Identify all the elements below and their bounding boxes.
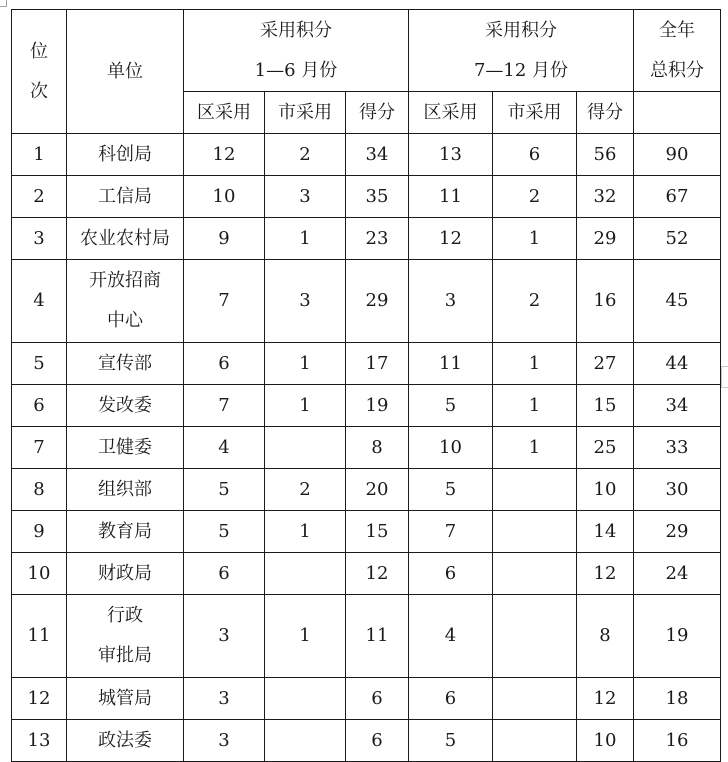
subheader-score-2: 得分 xyxy=(577,92,634,134)
cell-city-1 xyxy=(265,720,346,762)
cell-district-2: 13 xyxy=(409,134,493,176)
cell-city-1: 2 xyxy=(265,469,346,511)
cell-district-2: 6 xyxy=(409,553,493,595)
cell-score-2: 25 xyxy=(577,427,634,469)
unit-name-line: 宣传部 xyxy=(98,352,152,374)
cell-city-1: 1 xyxy=(265,595,346,678)
cell-city-1: 1 xyxy=(265,343,346,385)
cell-district-2: 4 xyxy=(409,595,493,678)
table-row xyxy=(12,511,721,553)
unit-name-line: 组织部 xyxy=(98,478,152,500)
cell-district-1: 6 xyxy=(184,553,265,595)
unit-name-line: 审批局 xyxy=(98,645,152,666)
cell-district-1: 3 xyxy=(184,720,265,762)
unit-name-line: 行政 xyxy=(107,605,143,626)
cell-annual-total: 24 xyxy=(634,553,721,595)
cell-annual-total: 45 xyxy=(634,260,721,343)
subheader-district-2: 区采用 xyxy=(409,92,493,134)
cell-annual-total: 30 xyxy=(634,469,721,511)
cell-district-2: 5 xyxy=(409,469,493,511)
cell-district-2: 5 xyxy=(409,385,493,427)
cell-city-1: 3 xyxy=(265,260,346,343)
unit-name-line: 科创局 xyxy=(98,143,152,165)
cell-district-1: 7 xyxy=(184,260,265,343)
cell-city-1: 3 xyxy=(265,176,346,218)
table-row xyxy=(12,343,721,385)
cell-rank: 6 xyxy=(12,385,67,427)
cell-rank: 9 xyxy=(12,511,67,553)
cell-city-1: 1 xyxy=(265,218,346,260)
unit-name-line: 工信局 xyxy=(98,185,152,207)
subheader-city-2: 市采用 xyxy=(493,92,577,134)
cell-score-1: 17 xyxy=(346,343,409,385)
cell-city-2: 2 xyxy=(493,260,577,343)
header-annual-total: 全年 总积分 xyxy=(634,10,721,92)
cell-city-2 xyxy=(493,720,577,762)
header-rank: 位 次 xyxy=(12,10,67,134)
cell-unit xyxy=(67,469,184,511)
unit-name-line: 发改委 xyxy=(98,394,152,416)
cell-unit xyxy=(67,176,184,218)
cell-unit xyxy=(67,218,184,260)
cell-city-2: 1 xyxy=(493,427,577,469)
cell-score-2: 15 xyxy=(577,385,634,427)
table-row xyxy=(12,469,721,511)
cell-city-2: 1 xyxy=(493,218,577,260)
cell-rank: 4 xyxy=(12,260,67,343)
cell-city-1 xyxy=(265,553,346,595)
cell-city-2 xyxy=(493,469,577,511)
cell-district-1: 12 xyxy=(184,134,265,176)
cell-rank: 5 xyxy=(12,343,67,385)
cell-score-1: 20 xyxy=(346,469,409,511)
cell-unit xyxy=(67,260,184,343)
unit-name-line: 中心 xyxy=(107,310,143,331)
cell-score-1: 6 xyxy=(346,678,409,720)
cell-score-2: 56 xyxy=(577,134,634,176)
table-row xyxy=(12,595,721,678)
cell-district-2: 7 xyxy=(409,511,493,553)
cell-unit xyxy=(67,385,184,427)
cell-rank: 2 xyxy=(12,176,67,218)
cell-city-1 xyxy=(265,678,346,720)
table-row xyxy=(12,134,721,176)
table-row xyxy=(12,720,721,762)
subheader-district-1: 区采用 xyxy=(184,92,265,134)
cell-score-1: 8 xyxy=(346,427,409,469)
cell-city-1: 1 xyxy=(265,385,346,427)
cell-district-1: 4 xyxy=(184,427,265,469)
table-row xyxy=(12,385,721,427)
cell-score-2: 12 xyxy=(577,678,634,720)
cell-city-2 xyxy=(493,678,577,720)
cell-annual-total: 52 xyxy=(634,218,721,260)
cell-city-2: 1 xyxy=(493,343,577,385)
unit-name-line: 教育局 xyxy=(98,520,152,542)
unit-name-line: 开放招商 xyxy=(89,270,161,291)
cell-district-2: 11 xyxy=(409,176,493,218)
cell-district-1: 9 xyxy=(184,218,265,260)
cell-annual-total: 44 xyxy=(634,343,721,385)
cell-city-2: 2 xyxy=(493,176,577,218)
cell-city-2 xyxy=(493,511,577,553)
cell-rank: 10 xyxy=(12,553,67,595)
side-edge-mark xyxy=(721,366,728,388)
cell-annual-total: 19 xyxy=(634,595,721,678)
cell-annual-total: 67 xyxy=(634,176,721,218)
cell-score-1: 15 xyxy=(346,511,409,553)
cell-score-2: 14 xyxy=(577,511,634,553)
cell-city-2 xyxy=(493,595,577,678)
cell-rank: 13 xyxy=(12,720,67,762)
header-period-1: 采用积分 1—6 月份 xyxy=(184,10,409,92)
cell-district-2: 3 xyxy=(409,260,493,343)
cell-rank: 11 xyxy=(12,595,67,678)
cell-unit xyxy=(67,720,184,762)
unit-name-line: 农业农村局 xyxy=(80,227,170,249)
corner-crop-mark xyxy=(0,0,8,8)
cell-score-1: 23 xyxy=(346,218,409,260)
cell-rank: 7 xyxy=(12,427,67,469)
table-row xyxy=(12,260,721,343)
cell-district-2: 6 xyxy=(409,678,493,720)
cell-annual-total: 29 xyxy=(634,511,721,553)
cell-score-1: 29 xyxy=(346,260,409,343)
cell-score-1: 11 xyxy=(346,595,409,678)
cell-score-2: 8 xyxy=(577,595,634,678)
cell-score-2: 29 xyxy=(577,218,634,260)
cell-district-2: 5 xyxy=(409,720,493,762)
cell-district-2: 12 xyxy=(409,218,493,260)
cell-city-2: 6 xyxy=(493,134,577,176)
subheader-score-1: 得分 xyxy=(346,92,409,134)
cell-score-2: 10 xyxy=(577,720,634,762)
cell-city-1 xyxy=(265,427,346,469)
header-period-2: 采用积分 7—12 月份 xyxy=(409,10,634,92)
cell-city-1: 2 xyxy=(265,134,346,176)
cell-score-1: 6 xyxy=(346,720,409,762)
unit-name-line: 政法委 xyxy=(98,729,152,751)
table-header xyxy=(12,10,721,134)
table-body xyxy=(12,134,721,762)
cell-score-1: 34 xyxy=(346,134,409,176)
cell-district-1: 5 xyxy=(184,511,265,553)
cell-score-2: 32 xyxy=(577,176,634,218)
table-row xyxy=(12,218,721,260)
cell-score-1: 35 xyxy=(346,176,409,218)
cell-score-2: 16 xyxy=(577,260,634,343)
cell-city-2 xyxy=(493,553,577,595)
cell-district-2: 11 xyxy=(409,343,493,385)
cell-rank: 12 xyxy=(12,678,67,720)
unit-name-line: 财政局 xyxy=(98,562,152,584)
score-table xyxy=(11,9,721,762)
cell-district-1: 5 xyxy=(184,469,265,511)
cell-district-1: 7 xyxy=(184,385,265,427)
cell-district-1: 3 xyxy=(184,595,265,678)
unit-name-line: 城管局 xyxy=(98,687,152,709)
cell-district-1: 3 xyxy=(184,678,265,720)
cell-unit xyxy=(67,595,184,678)
table-row xyxy=(12,176,721,218)
cell-city-2: 1 xyxy=(493,385,577,427)
cell-score-1: 19 xyxy=(346,385,409,427)
cell-rank: 1 xyxy=(12,134,67,176)
cell-annual-total: 18 xyxy=(634,678,721,720)
cell-rank: 8 xyxy=(12,469,67,511)
subheader-city-1: 市采用 xyxy=(265,92,346,134)
cell-unit xyxy=(67,511,184,553)
cell-score-2: 27 xyxy=(577,343,634,385)
table-row xyxy=(12,553,721,595)
table-row xyxy=(12,427,721,469)
cell-annual-total: 33 xyxy=(634,427,721,469)
cell-unit xyxy=(67,343,184,385)
cell-unit xyxy=(67,553,184,595)
cell-score-2: 12 xyxy=(577,553,634,595)
unit-name-line: 卫健委 xyxy=(98,436,152,458)
cell-score-1: 12 xyxy=(346,553,409,595)
cell-district-1: 10 xyxy=(184,176,265,218)
cell-unit xyxy=(67,678,184,720)
table-row xyxy=(12,678,721,720)
cell-annual-total: 90 xyxy=(634,134,721,176)
cell-annual-total: 16 xyxy=(634,720,721,762)
cell-unit xyxy=(67,134,184,176)
cell-annual-total: 34 xyxy=(634,385,721,427)
cell-city-1: 1 xyxy=(265,511,346,553)
cell-district-1: 6 xyxy=(184,343,265,385)
cell-rank: 3 xyxy=(12,218,67,260)
subheader-total-empty xyxy=(634,92,721,134)
header-unit: 单位 xyxy=(67,10,184,134)
cell-unit xyxy=(67,427,184,469)
cell-district-2: 10 xyxy=(409,427,493,469)
cell-score-2: 10 xyxy=(577,469,634,511)
